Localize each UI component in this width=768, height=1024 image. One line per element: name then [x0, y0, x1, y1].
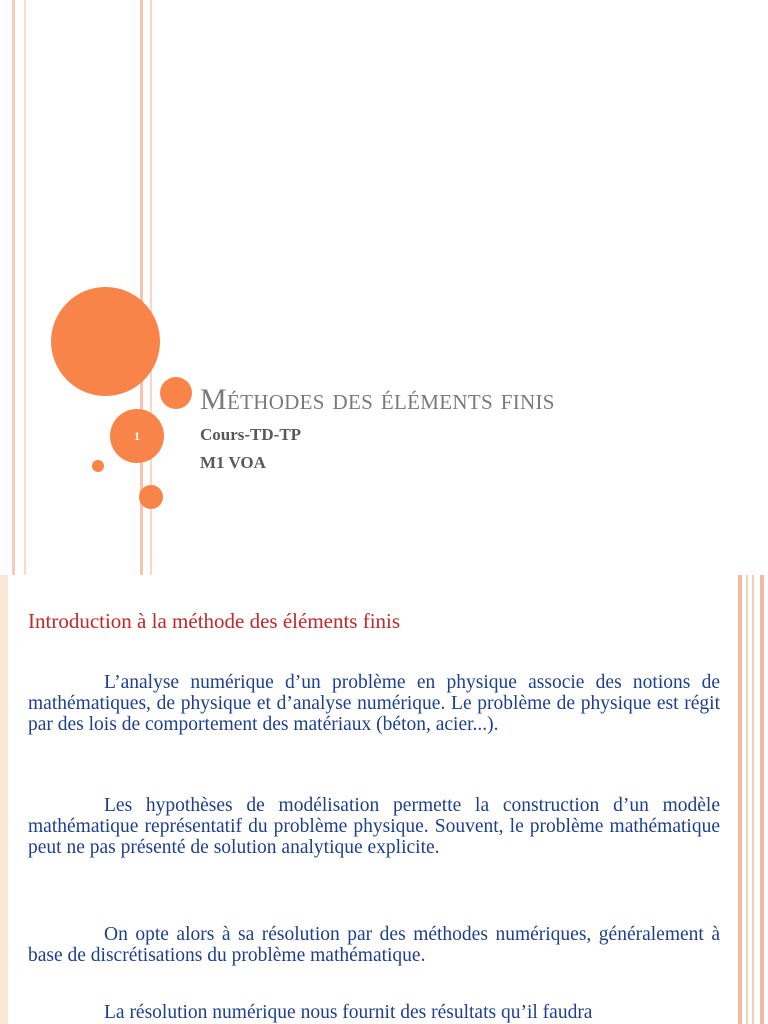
paragraph [28, 1002, 720, 1023]
decorative-circle-medium [160, 377, 192, 409]
decorative-vertical-line [24, 0, 26, 575]
decorative-right-stripe [752, 575, 754, 1024]
content-slide [0, 575, 768, 1024]
decorative-circle-tiny [92, 460, 104, 472]
slide-subtitle-course: Cours-TD-TP [200, 425, 302, 444]
paragraph [28, 924, 720, 966]
decorative-right-stripe [760, 575, 764, 1024]
decorative-right-stripe [746, 575, 748, 1024]
paragraph-text: La résolution numérique nous fournit des résultats qu’il faudra [104, 1002, 593, 1023]
paragraph-text: On opte alors à sa résolution par des méthodes numériques, généralement à base de discrétisations du problème mathématique. [28, 924, 720, 966]
slide-number: 1 [134, 428, 140, 443]
paragraph [28, 795, 720, 858]
decorative-left-stripe [0, 575, 8, 1024]
content-heading: Introduction à la méthode des éléments finis [28, 609, 401, 633]
slide-subtitle-level: M1 VOA [200, 453, 266, 472]
paragraph-text: Les hypothèses de modélisation permette la construction d’un modèle mathématique représentatif du problème physique. Souvent, le problème mathématique peut ne pas présenté de solution analytique explicite. [28, 795, 720, 858]
decorative-right-stripe [738, 575, 742, 1024]
slide-title: Méthodes des éléments finis [200, 383, 555, 416]
slide-number-badge [110, 409, 164, 463]
decorative-circle-large [51, 287, 160, 396]
decorative-circle-small [139, 485, 163, 509]
paragraph-text: L’analyse numérique d’un problème en physique associe des notions de mathématiques, de physique et d’analyse numérique. Le problème de physique est régit par des lois de comportement des matériaux (béton, acier...). [28, 672, 720, 735]
decorative-vertical-line [12, 0, 15, 575]
paragraph [28, 672, 720, 735]
